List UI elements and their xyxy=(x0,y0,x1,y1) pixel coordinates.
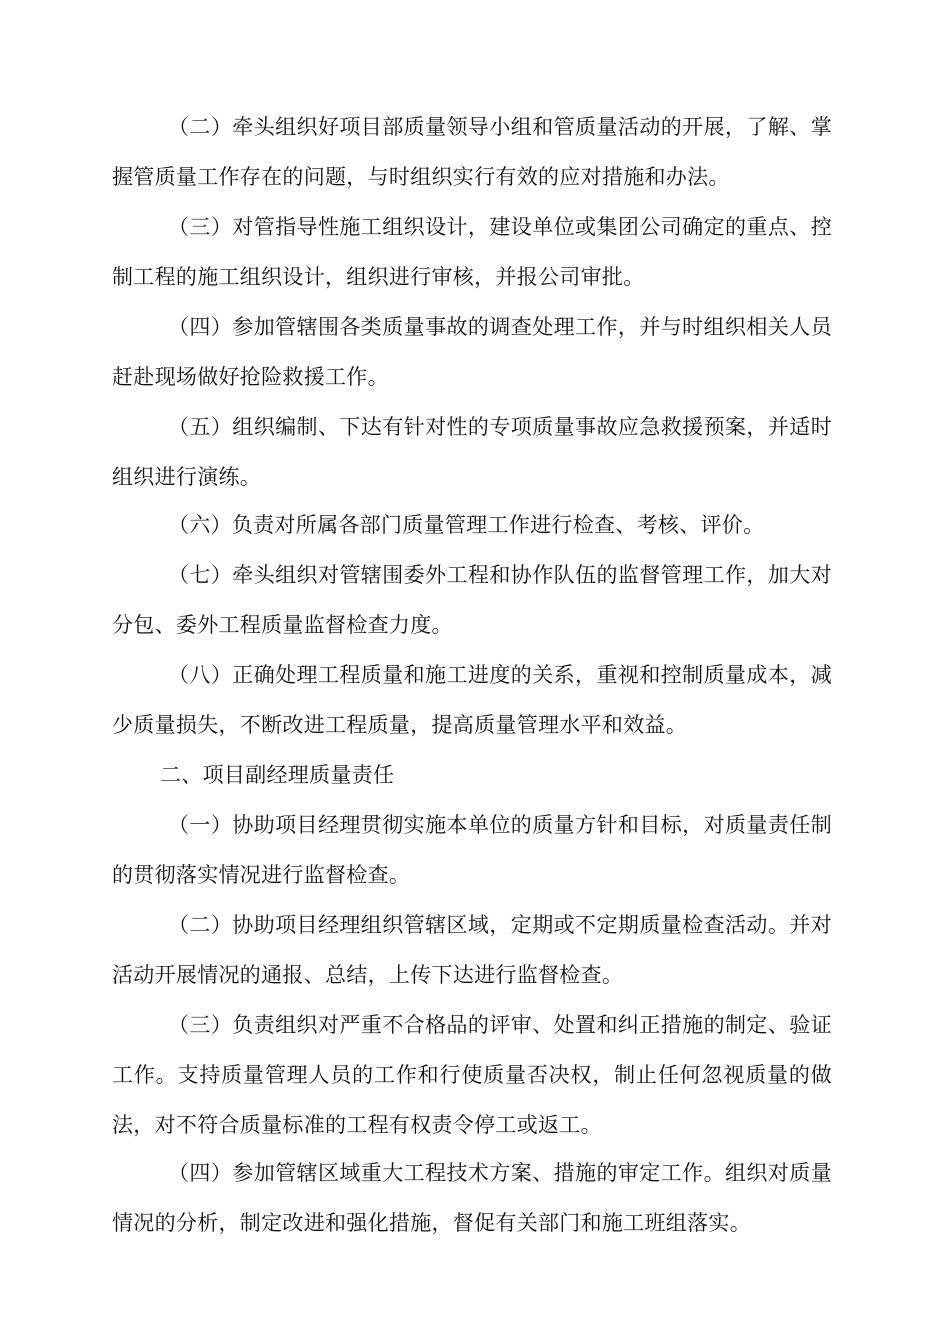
paragraph-3-2: （二）协助项目经理组织管辖区域，定期或不定期质量检查活动。并对活动开展情况的通报、总结，上传下达进行监督检查。 xyxy=(112,913,832,987)
paragraph-2-6: （七）牵头组织对管辖围委外工程和协作队伍的监督管理工作，加大对分包、委外工程质量监督检查力度。 xyxy=(112,563,832,637)
paragraph-3-3: （三）负责组织对严重不合格品的评审、处置和纠正措施的制定、验证工作。支持质量管理人员的工作和行使质量否决权，制止任何忽视质量的做法，对不符合质量标准的工程有权责令停工或返工。 xyxy=(112,1013,832,1137)
paragraph-3-4: （四）参加管辖区域重大工程技术方案、措施的审定工作。组织对质量情况的分析，制定改进和强化措施，督促有关部门和施工班组落实。 xyxy=(112,1161,832,1235)
paragraph-2-2: （三）对管指导性施工组织设计，建设单位或集团公司确定的重点、控制工程的施工组织设计，组织进行审核，并报公司审批。 xyxy=(112,215,832,289)
paragraph-2-1: （二）牵头组织好项目部质量领导小组和管质量活动的开展，了解、掌握管质量工作存在的问题，与时组织实行有效的应对措施和办法。 xyxy=(112,115,832,189)
paragraph-2-3: （四）参加管辖围各类质量事故的调查处理工作，并与时组织相关人员赶赴现场做好抢险救援工作。 xyxy=(112,315,832,389)
paragraph-2-7: （八）正确处理工程质量和施工进度的关系，重视和控制质量成本，减少质量损失，不断改进工程质量，提高质量管理水平和效益。 xyxy=(112,663,832,737)
section-heading: 二、项目副经理质量责任 xyxy=(160,763,395,787)
paragraph-2-4: （五）组织编制、下达有针对性的专项质量事故应急救援预案，并适时组织进行演练。 xyxy=(112,415,832,489)
paragraph-2-5: （六）负责对所属各部门质量管理工作进行检查、考核、评价。 xyxy=(168,513,765,537)
paragraph-3-1: （一）协助项目经理贯彻实施本单位的质量方针和目标，对质量责任制的贯彻落实情况进行监督检查。 xyxy=(112,813,832,887)
